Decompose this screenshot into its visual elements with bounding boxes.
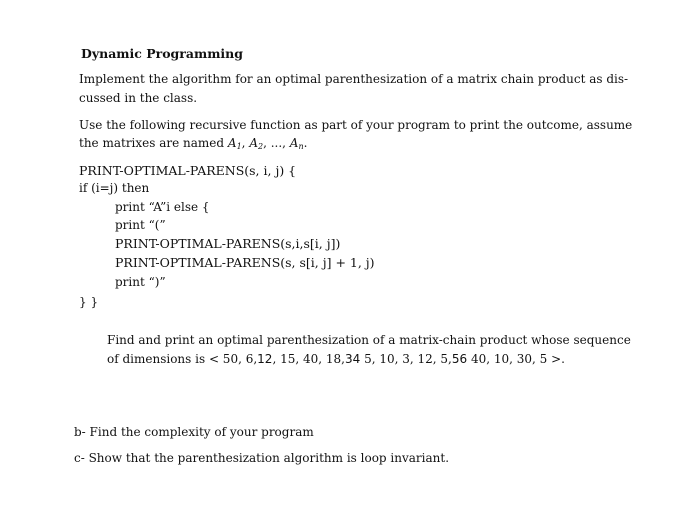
dims-part-e: 5, 10, 3, 12, 5, — [360, 352, 452, 366]
matrix-sep-1: , — [241, 136, 250, 150]
recursive-line-1: Use the following recursive function as part of your program to print the outcome, assume — [79, 118, 633, 132]
section-title: Dynamic Programming — [81, 46, 244, 61]
find-line-2 — [107, 352, 565, 367]
find-line-1: Find and print an optimal parenthesization of a matrix-chain product whose sequence — [107, 333, 631, 347]
dims-part-a: of dimensions is < 50, 6, — [107, 352, 258, 366]
code-line-4: PRINT-OPTIMAL-PARENS(s,i,s[i, j]) — [115, 236, 341, 251]
intro-line-1: Implement the algorithm for an optimal parenthesization of a matrix chain product as dis- — [79, 72, 629, 86]
matrix-end: . — [303, 136, 308, 150]
recursive-line-2-prefix: the matrixes are named — [79, 136, 228, 150]
matrix-an — [290, 136, 304, 150]
matrix-a2 — [249, 136, 263, 150]
matrix-a1 — [228, 136, 242, 150]
question-c: c- Show that the parenthesization algorithm is loop invariant. — [74, 451, 450, 465]
question-b: b- Find the complexity of your program — [74, 425, 314, 439]
dims-edit-56: 56 — [451, 352, 468, 366]
matrix-sub-1: 1 — [236, 142, 242, 151]
dims-part-c: , 15, 40, 18, — [272, 352, 345, 366]
matrix-sub-n: n — [298, 142, 304, 151]
matrix-letter-2: A — [249, 136, 258, 150]
matrix-letter-1: A — [227, 136, 237, 150]
recursive-line-2 — [79, 136, 307, 151]
dims-edit-12: 12 — [257, 352, 273, 366]
code-line-3: print “(” — [115, 218, 166, 232]
dims-edit-34: 34 — [344, 352, 361, 366]
code-line-6: print “)” — [115, 275, 166, 289]
matrix-letter-n: A — [289, 136, 299, 150]
code-line-7: } } — [79, 295, 99, 309]
code-line-5: PRINT-OPTIMAL-PARENS(s, s[i, j] + 1, j) — [115, 255, 375, 270]
matrix-sub-2: 2 — [257, 142, 264, 151]
dims-part-g: 40, 10, 30, 5 >. — [467, 352, 565, 366]
code-line-1: if (i=j) then — [79, 181, 150, 195]
code-line-2: print “A”i else { — [115, 200, 210, 214]
code-line-0: PRINT-OPTIMAL-PARENS(s, i, j) { — [79, 163, 297, 178]
intro-line-2: cussed in the class. — [79, 91, 198, 105]
matrix-sep-2: , ..., — [263, 136, 290, 150]
